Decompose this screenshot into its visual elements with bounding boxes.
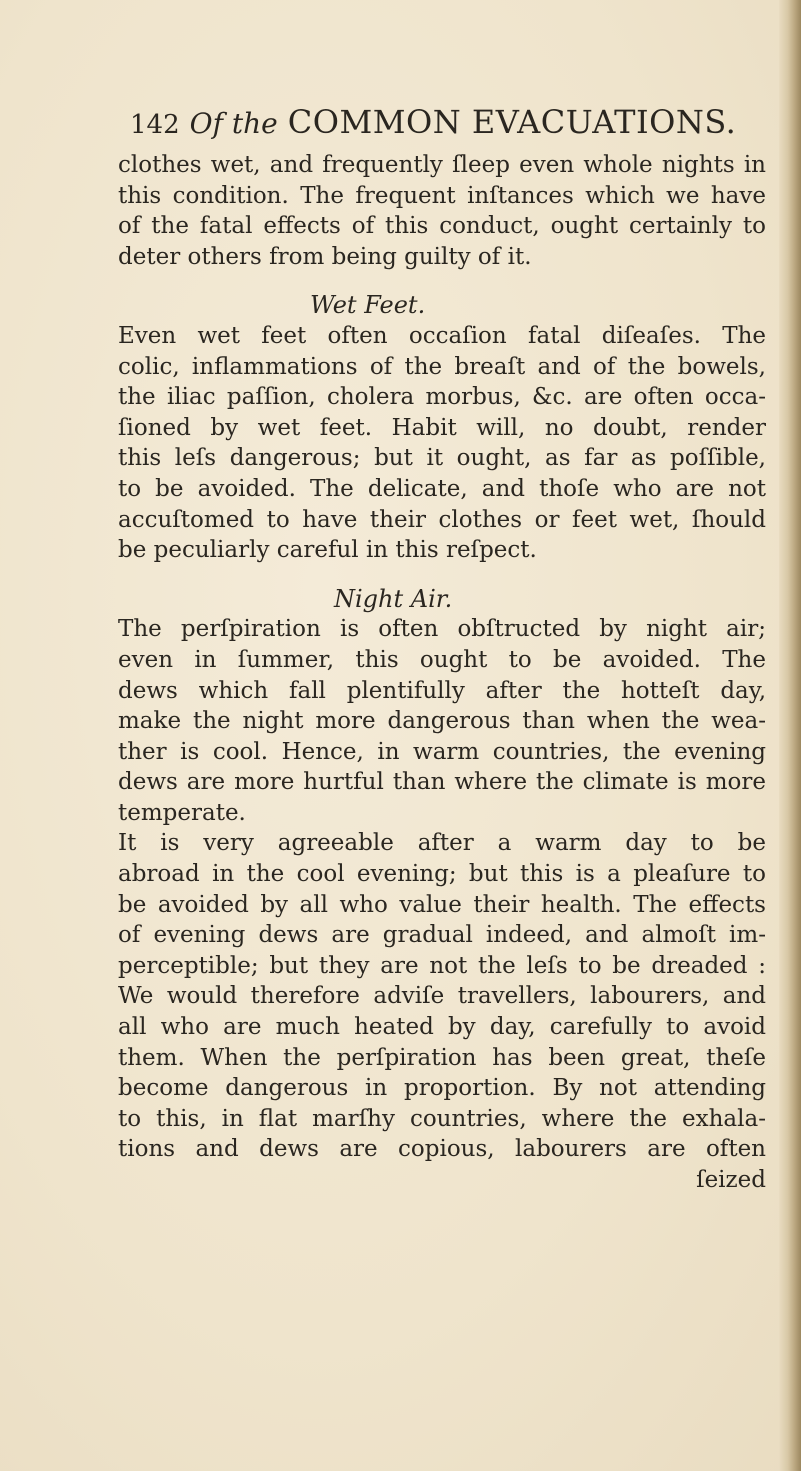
text-line: ther is cool. Hence, in warm countries, the evening bbox=[118, 738, 766, 765]
text-line: of evening dews are gradual indeed, and almoſt im- bbox=[118, 922, 766, 949]
text-line: Even wet feet often occaſion fatal diſeaſes. The bbox=[118, 322, 766, 349]
text-line: abroad in the cool evening; but this is a pleaſure to bbox=[118, 861, 766, 888]
running-title: COMMON EVACUATIONS. bbox=[287, 103, 737, 141]
text-line: clothes wet, and frequently ſleep even whole nights in bbox=[118, 152, 766, 178]
text-line: this leſs dangerous; but it ought, as far as poſſible, bbox=[118, 445, 766, 472]
text-line: deter others from being guilty of it. bbox=[118, 243, 532, 270]
text-line: of the fatal effects of this conduct, ought certainly to bbox=[118, 213, 766, 240]
catchword: ſeized bbox=[696, 1167, 766, 1193]
text-line: to be avoided. The delicate, and thoſe who are not bbox=[118, 475, 766, 502]
text-line: ſioned by wet feet. Habit will, no doubt, render bbox=[118, 414, 766, 441]
running-header bbox=[130, 100, 737, 144]
text-line: make the night more dangerous than when the wea- bbox=[118, 708, 766, 735]
text-line: be peculiarly careful in this reſpect. bbox=[118, 537, 537, 564]
text-line: be avoided by all who value their health. The effects bbox=[118, 891, 766, 918]
page-number: 142 bbox=[130, 110, 180, 140]
spacer bbox=[118, 566, 766, 584]
text-line: even in ſummer, this ought to be avoided. The bbox=[118, 646, 766, 673]
text-line: accuſtomed to have their clothes or feet wet, ſhould bbox=[118, 506, 766, 533]
text-line: them. When the perſpiration has been great, theſe bbox=[118, 1044, 766, 1071]
section-heading-wet-feet: Wet Feet. bbox=[310, 291, 426, 320]
text-line: We would therefore adviſe travellers, labourers, and bbox=[118, 983, 766, 1010]
text-line: temperate. bbox=[118, 799, 246, 826]
header-of-the: Of the bbox=[189, 107, 278, 140]
text-line: dews which fall plentifully after the hotteſt day, bbox=[118, 677, 766, 704]
text-line: to this, in flat marſhy countries, where the exhala- bbox=[118, 1105, 766, 1132]
text-line: this condition. The frequent inſtances which we have bbox=[118, 182, 766, 209]
spacer bbox=[118, 272, 766, 290]
text-line: become dangerous in proportion. By not attending bbox=[118, 1075, 766, 1102]
text-line: It is very agreeable after a warm day to be bbox=[118, 830, 766, 857]
body-text bbox=[118, 150, 766, 1196]
text-line: The perſpiration is often obſtructed by night air; bbox=[118, 616, 766, 643]
text-line: colic, inflammations of the breaſt and of the bowels, bbox=[118, 353, 766, 380]
text-line: dews are more hurtful than where the climate is more bbox=[118, 769, 766, 796]
section-heading-night-air: Night Air. bbox=[334, 584, 453, 613]
text-line: perceptible; but they are not the leſs to be dreaded : bbox=[118, 952, 766, 979]
text-line: all who are much heated by day, carefully to avoid bbox=[118, 1014, 766, 1041]
text-line: the iliac paſſion, cholera morbus, &c. are often occa- bbox=[118, 384, 766, 411]
page-edge bbox=[779, 0, 801, 1471]
text-line: tions and dews are copious, labourers are often bbox=[118, 1136, 766, 1163]
